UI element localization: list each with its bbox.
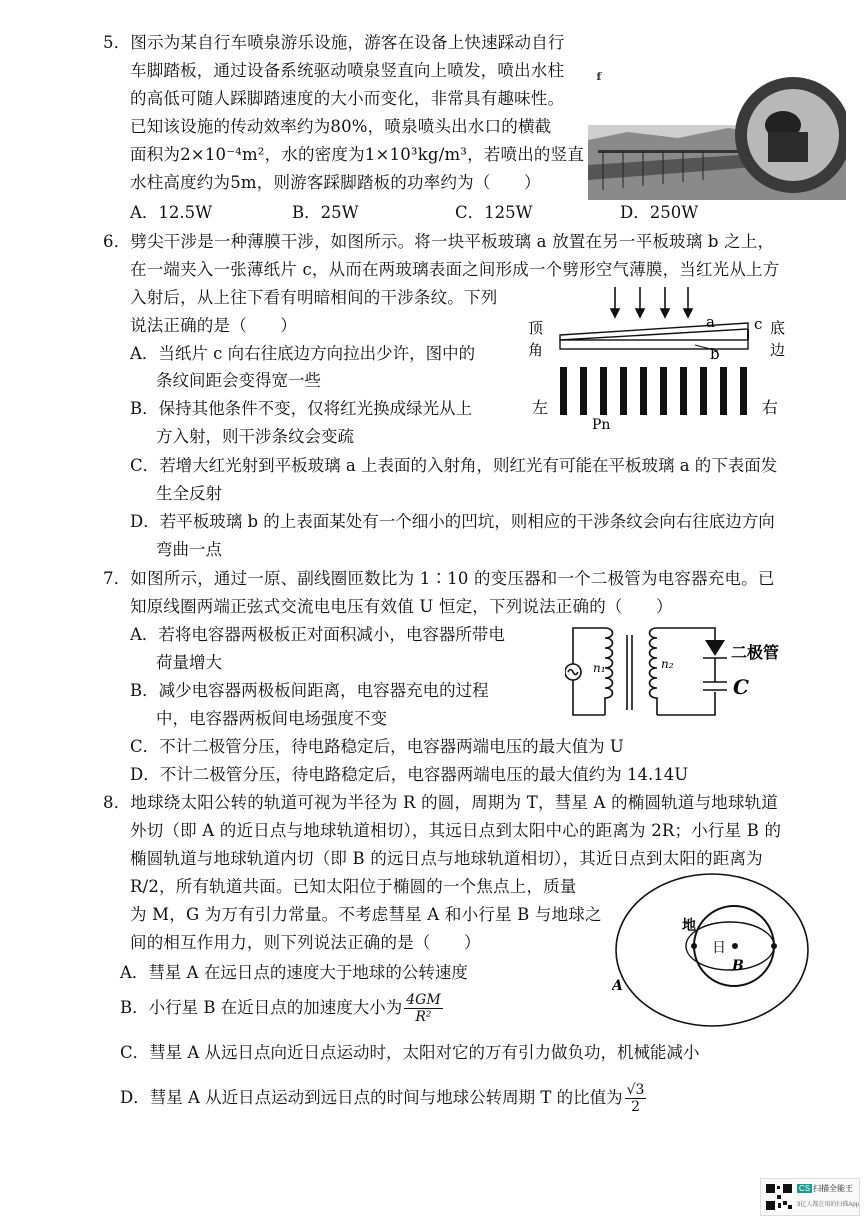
q8-option-d-fraction bbox=[625, 1082, 647, 1115]
q6-option-c-cont: 生全反射 bbox=[156, 484, 222, 503]
q8-line-6: 间的相互作用力，则下列说法正确的是（ ） bbox=[130, 933, 481, 952]
q5-line-3: 的高低可随人踩脚踏速度的大小而变化，非常具有趣味性。 bbox=[130, 89, 565, 108]
sun-dot bbox=[732, 943, 738, 949]
scanner-watermark bbox=[760, 1178, 860, 1216]
q6-option-a: A．当纸片 c 向右往底边方向拉出少许，图中的 bbox=[130, 344, 476, 363]
q7-option-c: C．不计二极管分压，待电路稳定后，电容器两端电压的最大值为 U bbox=[130, 737, 624, 756]
fig7-label-n1: n₁ bbox=[593, 661, 606, 675]
fig6-label-right: 右 bbox=[762, 398, 779, 417]
q7-option-a-cont: 荷量增大 bbox=[156, 653, 222, 672]
bicycle-fountain-photo bbox=[588, 70, 846, 200]
fig6-label-a: a bbox=[706, 313, 715, 331]
fig8-label-a: A bbox=[612, 978, 623, 994]
cs-logo: CS bbox=[799, 1184, 811, 1193]
q8-line-5: 为 M，G 为万有引力常量。不考虑彗星 A 和小行星 B 与地球之 bbox=[130, 905, 602, 924]
fig6-label-left: 左 bbox=[532, 398, 549, 417]
fig6-label-right-1: 底 bbox=[770, 319, 786, 337]
q8-line-2: 外切（即 A 的近日点与地球轨道相切），其远日点到太阳中心的距离为 2R；小行星 B 的 bbox=[130, 821, 782, 840]
q6-option-c: C．若增大红光射到平板玻璃 a 上表面的入射角，则红光有可能在平板玻璃 a 的下表面发 bbox=[130, 456, 778, 475]
watermark-sub: 3亿人都在用的扫描App bbox=[797, 1202, 860, 1208]
fig6-label-top-left: 顶 bbox=[528, 319, 544, 337]
fig6-label-b: b bbox=[710, 345, 720, 363]
q8-option-b-fraction bbox=[404, 992, 442, 1025]
q7-option-d: D．不计二极管分压，待电路稳定后，电容器两端电压的最大值约为 14.14U bbox=[130, 765, 689, 784]
q5-option-b: B．25W bbox=[292, 203, 359, 222]
fig7-label-diode: 二极管 bbox=[731, 643, 780, 662]
orbit-diagram bbox=[612, 870, 827, 1030]
q6-option-d: D．若平板玻璃 b 的上表面某处有一个细小的凹坑，则相应的干涉条纹会向右往底边方向 bbox=[130, 512, 775, 531]
q7-option-a: A．若将电容器两极板正对面积减小，电容器所带电 bbox=[130, 625, 505, 644]
q8-option-c: C．彗星 A 从远日点向近日点运动时，太阳对它的万有引力做负功，机械能减小 bbox=[120, 1043, 700, 1062]
fig6-label-top-left-2: 角 bbox=[528, 341, 544, 359]
fig8-label-earth: 地 bbox=[682, 918, 696, 934]
fig7-label-capacitor: C bbox=[733, 675, 749, 699]
q6-option-a-cont: 条纹间距会变得宽一些 bbox=[156, 371, 321, 390]
q6-line-3: 入射后，从上往下看有明暗相间的干涉条纹。下列 bbox=[130, 288, 498, 307]
q6-option-d-cont: 弯曲一点 bbox=[156, 540, 222, 559]
fig7-label-n2: n₂ bbox=[661, 657, 674, 671]
wedge-interference-diagram bbox=[520, 285, 790, 430]
q6-option-b: B．保持其他条件不变，仅将红光换成绿光从上 bbox=[130, 399, 473, 418]
q5-option-c: C．125W bbox=[455, 203, 533, 222]
q8-d-numerator: √3 bbox=[626, 1082, 645, 1098]
q8-option-d-text: D．彗星 A 从近日点运动到远日点的时间与地球公转周期 T 的比值为 bbox=[120, 1088, 623, 1107]
fig8-label-b: B bbox=[732, 958, 744, 974]
fig6-label-pn: Pn bbox=[592, 417, 611, 430]
fig8-label-sun: 日 bbox=[712, 940, 726, 956]
svg-text:ᶠ: ᶠ bbox=[596, 70, 603, 91]
q7-option-b-cont: 中，电容器两板间电场强度不变 bbox=[156, 709, 387, 728]
q6-option-b-cont: 方入射，则干涉条纹会变疏 bbox=[156, 427, 354, 446]
q8-option-a: A．彗星 A 在远日点的速度大于地球的公转速度 bbox=[120, 963, 468, 982]
q8-b-denominator: R² bbox=[415, 1009, 432, 1025]
watermark-brand: 扫描全能王 bbox=[813, 1184, 853, 1193]
q6-line-1: 6．劈尖干涉是一种薄膜干涉，如图所示。将一块平板玻璃 a 放置在另一平板玻璃 b 之上， bbox=[103, 232, 775, 251]
fig6-label-right-2: 边 bbox=[770, 341, 786, 359]
q8-option-d bbox=[120, 1082, 646, 1115]
fig6-label-c: c bbox=[754, 315, 763, 333]
q7-line-1: 7．如图所示，通过一原、副线圈匝数比为 1∶10 的变压器和一个二极管为电容器充电。已 bbox=[103, 569, 775, 588]
q8-option-b-text: B．小行星 B 在近日点的加速度大小为 bbox=[120, 998, 403, 1017]
q5-line-2: 车脚踏板，通过设备系统驱动喷泉竖直向上喷发，喷出水柱 bbox=[130, 61, 565, 80]
q8-d-denominator: 2 bbox=[631, 1099, 641, 1115]
qr-code-icon bbox=[765, 1183, 793, 1211]
q8-line-4: R/2，所有轨道共面。已知太阳位于椭圆的一个焦点上，质量 bbox=[130, 877, 577, 896]
q5-line-1: 5．图示为某自行车喷泉游乐设施，游客在设备上快速踩动自行 bbox=[103, 33, 565, 52]
q8-option-b bbox=[120, 992, 443, 1025]
asteroid-b-orbit bbox=[686, 922, 774, 970]
q5-option-d: D．250W bbox=[620, 203, 699, 222]
q5-line-6: 水柱高度约为5m，则游客踩脚踏板的功率约为（ ） bbox=[130, 173, 541, 192]
q8-line-3: 椭圆轨道与地球轨道内切（即 B 的远日点与地球轨道相切），其近日点到太阳的距离为 bbox=[130, 849, 763, 868]
q5-option-a: A．12.5W bbox=[130, 203, 213, 222]
q8-b-numerator: 4GM bbox=[406, 992, 441, 1008]
transformer-circuit-diagram bbox=[565, 620, 790, 720]
q7-line-2: 知原线圈两端正弦式交流电电压有效值 U 恒定，下列说法正确的（ ） bbox=[130, 597, 673, 616]
q6-line-2: 在一端夹入一张薄纸片 c，从而在两玻璃表面之间形成一个劈形空气薄膜，当红光从上方 bbox=[130, 260, 780, 279]
q8-line-1: 8．地球绕太阳公转的轨道可视为半径为 R 的圆，周期为 T，彗星 A 的椭圆轨道与地球轨道 bbox=[103, 793, 779, 812]
q6-line-4: 说法正确的是（ ） bbox=[130, 316, 297, 335]
q7-option-b: B．减少电容器两极板间距离，电容器充电的过程 bbox=[130, 681, 489, 700]
q5-line-4: 已知该设施的传动效率约为80%，喷泉喷头出水口的横截 bbox=[130, 117, 552, 136]
q5-line-5: 面积为2×10⁻⁴m²，水的密度为1×10³kg/m³，若喷出的竖直 bbox=[130, 145, 585, 164]
